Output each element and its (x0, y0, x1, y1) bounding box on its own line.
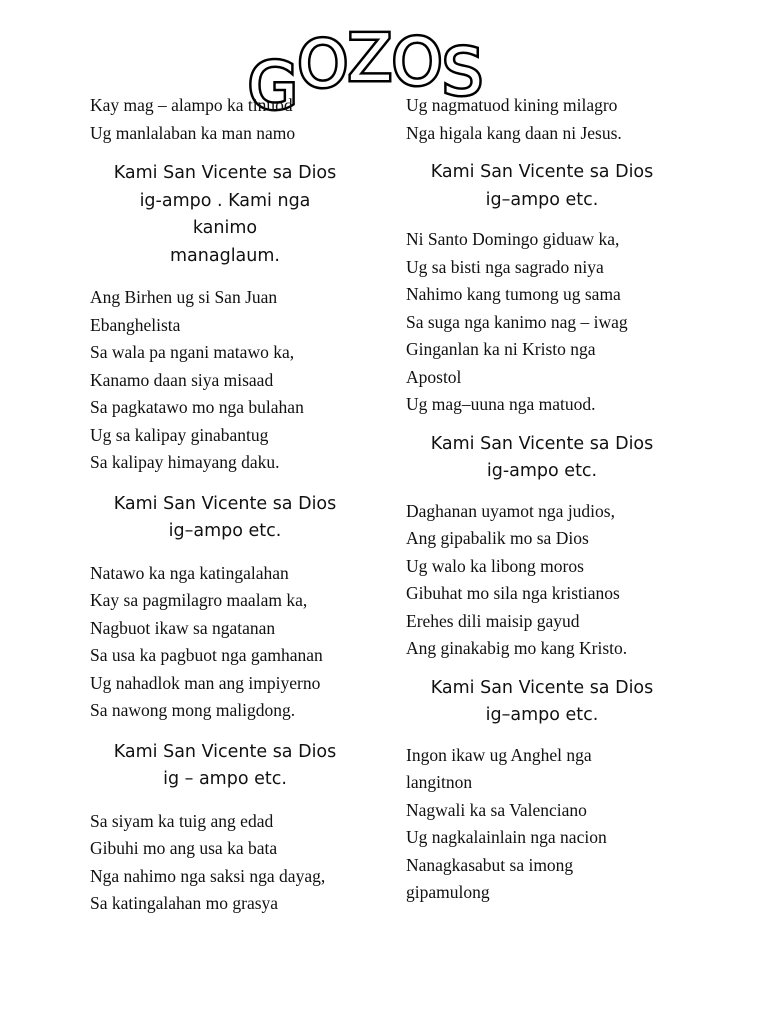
verse-line: Erehes dili maisip gayud (406, 610, 580, 631)
refrain-line: ig–ampo etc. (485, 705, 599, 725)
verse-line: Ang ginakabig mo kang Kristo. (406, 638, 628, 658)
verse-line: Sa pagkatawo mo nga bulahan (90, 397, 304, 417)
title-letter: O (391, 30, 443, 100)
verse-line: Kay mag – alampo ka tinuod (90, 95, 293, 115)
verse-line: Sa suga nga kanimo nag – iwag (406, 311, 628, 332)
refrain-line: ig-ampo etc. (486, 461, 598, 481)
verse-block (90, 808, 370, 918)
verse-line: Sa nawong mong maligdong. (90, 700, 296, 720)
refrain-line: ig – ampo etc. (163, 769, 287, 789)
verse-line: Ebanghelista (90, 314, 181, 335)
verse-block (406, 498, 686, 663)
title-letter: Z (347, 30, 392, 96)
verse-line: Ingon ikaw ug Anghel nga (406, 744, 592, 765)
verse-line: Ang Birhen ug si San Juan (90, 287, 278, 307)
verse-block (90, 92, 370, 147)
verse-line: Ni Santo Domingo giduaw ka, (406, 229, 620, 249)
verse-line: Ug mag–uuna nga matuod. (406, 394, 596, 414)
title-letter: G (248, 50, 298, 120)
refrain-line: kanimo (192, 218, 258, 238)
verse-line: Nga higala kang daan ni Jesus. (406, 122, 622, 143)
refrain-line: ig-ampo . Kami nga (139, 190, 311, 211)
verse-line: Sa kalipay himayang daku. (90, 452, 280, 472)
refrain-line: Kami San Vicente sa Dios (113, 741, 337, 762)
verse-line: Kanamo daan siya misaad (90, 369, 274, 390)
verse-line: Ginganlan ka ni Kristo nga (406, 339, 596, 359)
verse-block (90, 560, 370, 725)
refrain-line: Kami San Vicente sa Dios (430, 677, 654, 698)
refrain-block (406, 159, 678, 214)
verse-line: Ug nahadlok man ang impiyerno (90, 672, 321, 693)
verse-line: Apostol (406, 366, 462, 387)
verse-line: Ug sa bisti nga sagrado niya (406, 256, 604, 277)
verse-line: Ug manlalaban ka man namo (90, 122, 296, 143)
verse-block (406, 92, 686, 147)
title-letter: S (442, 36, 483, 110)
verse-line: Nagwali ka sa Valenciano (406, 799, 587, 820)
verse-line: Ang gipabalik mo sa Dios (406, 528, 589, 548)
verse-line: Ug walo ka libong moros (406, 555, 584, 576)
verse-line: Sa wala pa ngani matawo ka, (90, 342, 295, 362)
verse-line: Gibuhat mo sila nga kristianos (406, 583, 620, 603)
refrain-block (90, 739, 360, 794)
verse-line: Ug nagmatuod kining milagro (406, 95, 618, 115)
verse-line: Kay sa pagmilagro maalam ka, (90, 590, 308, 610)
verse-block (406, 742, 686, 907)
verse-line: Sa katingalahan mo grasya (90, 893, 279, 913)
verse-block (406, 226, 686, 419)
refrain-line: Kami San Vicente sa Dios (113, 493, 337, 514)
verse-line: Daghanan uyamot nga judios, (406, 500, 615, 521)
refrain-line: Kami San Vicente sa Dios (430, 433, 654, 454)
verse-line: gipamulong (406, 882, 490, 902)
refrain-line: managlaum. (170, 245, 280, 266)
left-column (90, 92, 370, 918)
verse-line: Gibuhi mo ang usa ka bata (90, 838, 278, 858)
verse-line: Ug sa kalipay ginabantug (90, 424, 269, 445)
refrain-block (90, 160, 360, 270)
verse-line: Nagbuot ikaw sa ngatanan (90, 617, 276, 638)
refrain-line: ig–ampo etc. (485, 189, 599, 210)
refrain-line: Kami San Vicente sa Dios (430, 162, 654, 182)
verse-line: Nga nahimo nga saksi nga dayag, (90, 865, 326, 886)
verse-line: Ug nagkalainlain nga nacion (406, 827, 607, 847)
verse-line: Nanagkasabut sa imong (406, 854, 574, 875)
verse-line: Natawo ka nga katingalahan (90, 562, 289, 583)
verse-line: langitnon (406, 772, 473, 792)
verse-line: Sa siyam ka tuig ang edad (90, 810, 274, 831)
refrain-block (90, 491, 360, 546)
refrain-block (406, 431, 678, 486)
title-letter: O (297, 30, 348, 102)
refrain-line: Kami San Vicente sa Dios (113, 163, 337, 183)
verse-line: Sa usa ka pagbuot nga gamhanan (90, 645, 323, 665)
verse-block (90, 284, 370, 477)
refrain-block (406, 675, 678, 730)
refrain-line: ig–ampo etc. (168, 521, 282, 541)
right-column (406, 92, 686, 907)
verse-line: Nahimo kang tumong ug sama (406, 284, 621, 304)
